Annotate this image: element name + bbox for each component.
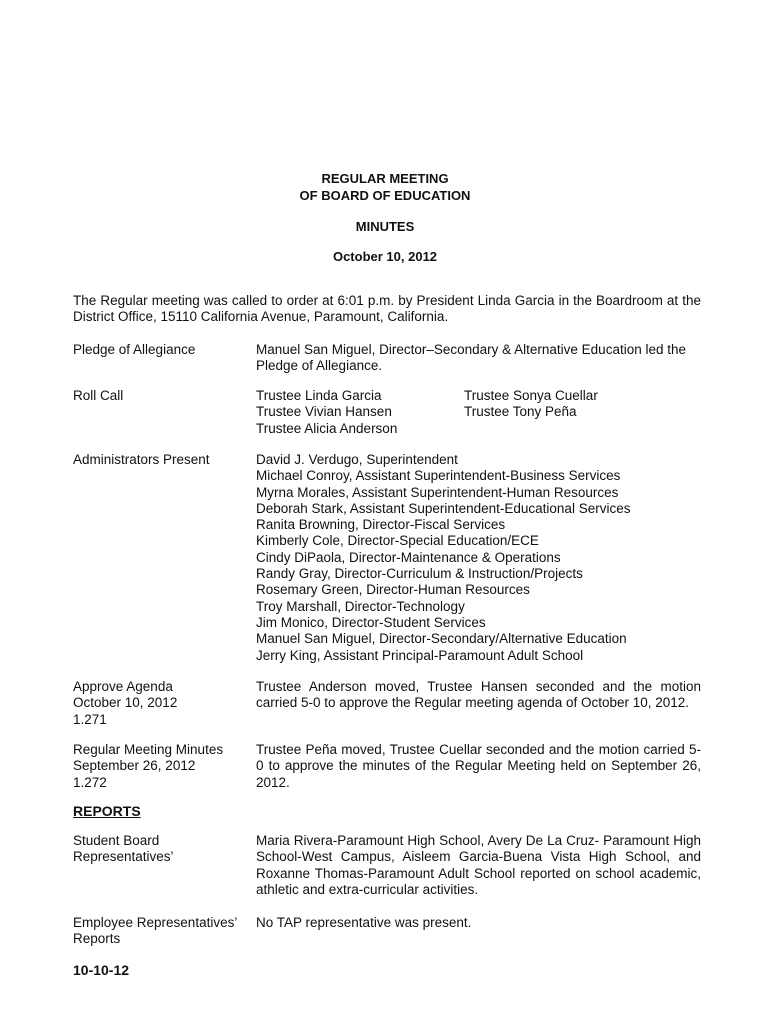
label-line: September 26, 2012 <box>73 758 196 774</box>
administrator-entry: Jerry King, Assistant Principal-Paramount Adult School <box>256 647 584 663</box>
student-board-label <box>73 833 253 866</box>
employee-reps-label <box>73 915 253 948</box>
administrator-entry: Ranita Browning, Director-Fiscal Services <box>256 517 506 533</box>
roll-call-column-2 <box>464 388 598 421</box>
trustee-name: Trustee Tony Peña <box>464 404 577 420</box>
label-line: 1.272 <box>73 774 107 790</box>
regular-minutes-text: Trustee Peña moved, Trustee Cuellar seconded and the motion carried 5-0 to approve the minutes of the Regular Meeting held on September 26, 2012. <box>256 742 701 790</box>
administrator-entry: Randy Gray, Director-Curriculum & Instruction/Projects <box>256 566 583 582</box>
administrator-entry: Manuel San Miguel, Director-Secondary/Alternative Education <box>256 631 627 647</box>
administrator-entry: Myrna Morales, Assistant Superintendent-Human Resources <box>256 484 619 500</box>
pledge-text: Manuel San Miguel, Director–Secondary & Alternative Education led the Pledge of Allegiance. <box>256 342 686 374</box>
student-board-text: Maria Rivera-Paramount High School, Avery De La Cruz- Paramount High School-West Campus, Aisleem Garcia-Buena Vista High School, and Roxanne Thomas-Paramount Adult School reported on school academic, athletic and extra-curricular activities. <box>256 833 701 897</box>
administrator-entry: Kimberly Cole, Director-Special Education/ECE <box>256 533 539 549</box>
label-line: Reports <box>73 931 121 947</box>
administrator-entry: Deborah Stark, Assistant Superintendent-Educational Services <box>256 500 631 516</box>
minutes-heading: MINUTES <box>355 219 415 234</box>
administrator-entry: Michael Conroy, Assistant Superintendent-Business Services <box>256 468 621 484</box>
trustee-name: Trustee Sonya Cuellar <box>464 388 598 403</box>
label-line: 1.271 <box>73 711 107 727</box>
intro-paragraph: The Regular meeting was called to order at 6:01 p.m. by President Linda Garcia in the Boardroom at the District Office, 15110 California Avenue, Paramount, California. <box>73 293 701 325</box>
administrator-entry: Rosemary Green, Director-Human Resources <box>256 582 530 598</box>
label-line: Student Board <box>73 833 160 848</box>
label-line: Employee Representatives’ <box>73 915 238 930</box>
administrator-entry: Cindy DiPaola, Director-Maintenance & Operations <box>256 549 561 565</box>
meeting-title-line1: REGULAR MEETING <box>321 171 449 186</box>
employee-reps-text: No TAP representative was present. <box>256 915 472 930</box>
footer-date-code: 10-10-12 <box>73 962 130 978</box>
meeting-title-line2: OF BOARD OF EDUCATION <box>299 188 471 203</box>
administrators-list <box>256 452 701 664</box>
pledge-label: Pledge of Allegiance <box>73 342 196 357</box>
label-line: Approve Agenda <box>73 679 173 694</box>
trustee-name: Trustee Vivian Hansen <box>256 404 392 420</box>
trustee-name: Trustee Alicia Anderson <box>256 420 398 436</box>
trustee-name: Trustee Linda Garcia <box>256 388 382 403</box>
regular-minutes-label <box>73 742 253 791</box>
label-line: Representatives’ <box>73 849 174 865</box>
meeting-date: October 10, 2012 <box>332 249 438 264</box>
administrator-entry: Troy Marshall, Director-Technology <box>256 598 465 614</box>
label-line: October 10, 2012 <box>73 695 178 711</box>
administrators-label: Administrators Present <box>73 452 210 467</box>
approve-agenda-text: Trustee Anderson moved, Trustee Hansen seconded and the motion carried 5-0 to approve the Regular meeting agenda of October 10, 2012. <box>256 679 701 711</box>
reports-heading: REPORTS <box>73 803 141 819</box>
roll-call-label: Roll Call <box>73 388 124 403</box>
approve-agenda-label <box>73 679 253 728</box>
administrator-entry: Jim Monico, Director-Student Services <box>256 614 486 630</box>
administrator-entry: David J. Verdugo, Superintendent <box>256 452 458 467</box>
label-line: Regular Meeting Minutes <box>73 742 224 757</box>
